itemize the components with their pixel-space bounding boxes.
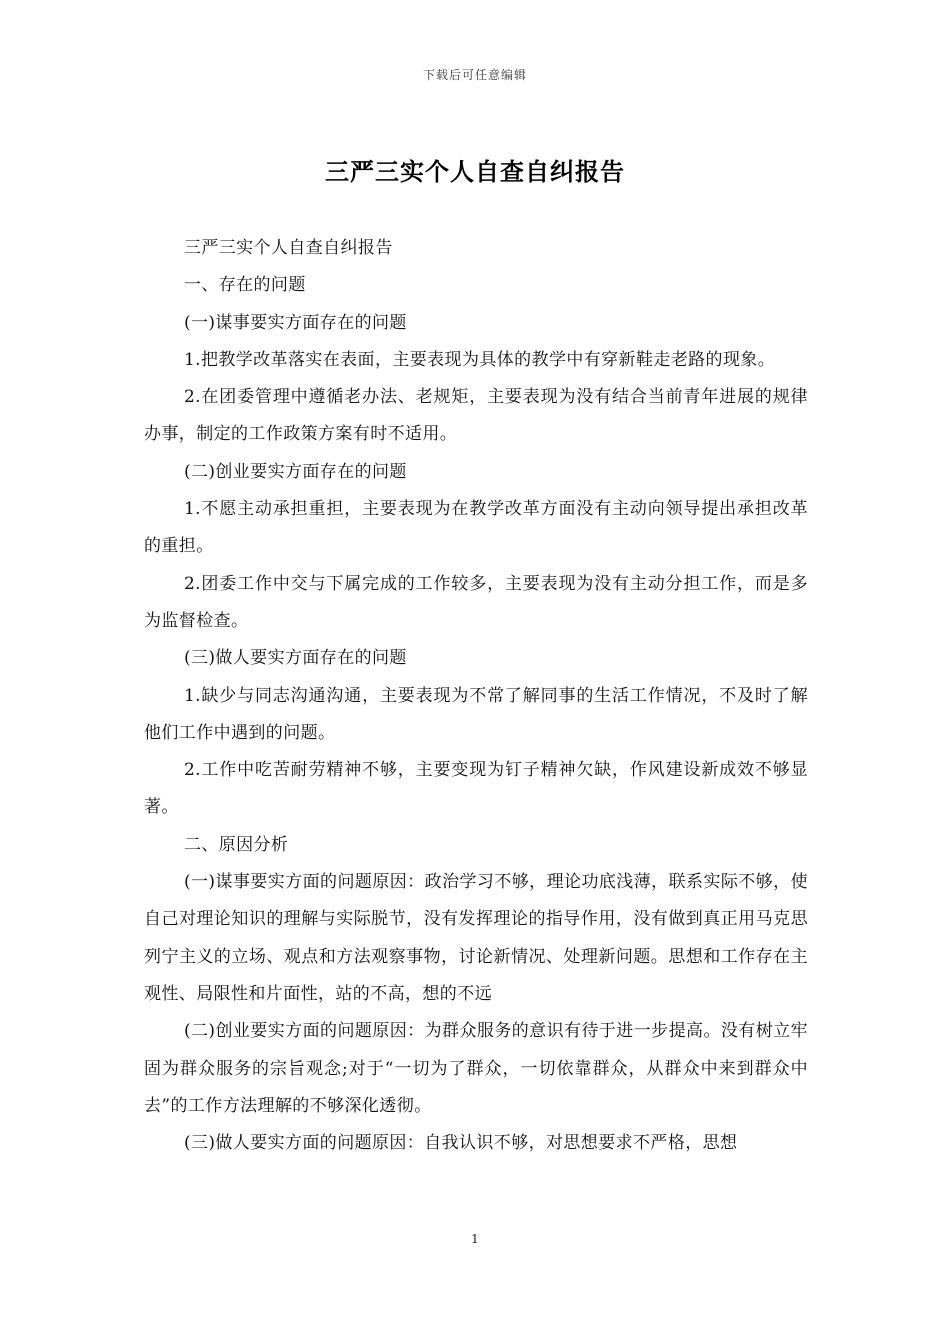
paragraph: 1.不愿主动承担重担，主要表现为在教学改革方面没有主动向领导提出承担改革的重担。 xyxy=(144,499,808,557)
subsection-heading: (二)创业要实方面存在的问题 xyxy=(183,461,407,482)
subsection-heading: (三)做人要实方面存在的问题 xyxy=(183,648,407,669)
paragraph: 2.团委工作中交与下属完成的工作较多，主要表现为没有主动分担工作，而是多为监督检查。 xyxy=(144,573,808,631)
paragraph: 2.在团委管理中遵循老办法、老规矩，主要表现为没有结合当前青年进展的规律办事，制定的工作政策方案有时不适用。 xyxy=(144,387,808,445)
paragraph: 1.把教学改革落实在表面，主要表现为具体的教学中有穿新鞋走老路的现象。 xyxy=(183,349,776,370)
document-body xyxy=(144,230,808,1162)
paragraph: 1.缺少与同志沟通沟通，主要表现为不常了解同事的生活工作情况，不及时了解他们工作中遇到的问题。 xyxy=(144,685,808,743)
paragraph: (一)谋事要实方面的问题原因：政治学习不够，理论功底浅薄，联系实际不够，使自己对理论知识的理解与实际脱节，没有发挥理论的指导作用，没有做到真正用马克思列宁主义的立场、观点和方法观察事物，讨论新情况、处理新问题。思想和工作存在主观性、局限性和片面性，站的不高，想的不远 xyxy=(144,872,808,1004)
section-heading: 二、原因分析 xyxy=(183,834,289,855)
paragraph: 三严三实个人自查自纠报告 xyxy=(183,238,393,258)
section-heading: 一、存在的问题 xyxy=(183,275,306,296)
header-note: 下载后可任意编辑 xyxy=(422,68,527,82)
paragraph: (三)做人要实方面的问题原因：自我认识不够，对思想要求不严格，思想 xyxy=(183,1133,738,1154)
paragraph: (二)创业要实方面的问题原因：为群众服务的意识有待于进一步提高。没有树立牢固为群众服务的宗旨观念;对于“一切为了群众，一切依靠群众，从群众中来到群众中去”的工作方法理解的不够深化透彻。 xyxy=(144,1021,808,1116)
subsection-heading: (一)谋事要实方面存在的问题 xyxy=(183,312,407,333)
document-title: 三严三实个人自查自纠报告 xyxy=(325,157,625,186)
paragraph: 2.工作中吃苦耐劳精神不够，主要变现为钉子精神欠缺，作风建设新成效不够显著。 xyxy=(144,760,808,818)
page-number: 1 xyxy=(471,1232,479,1246)
